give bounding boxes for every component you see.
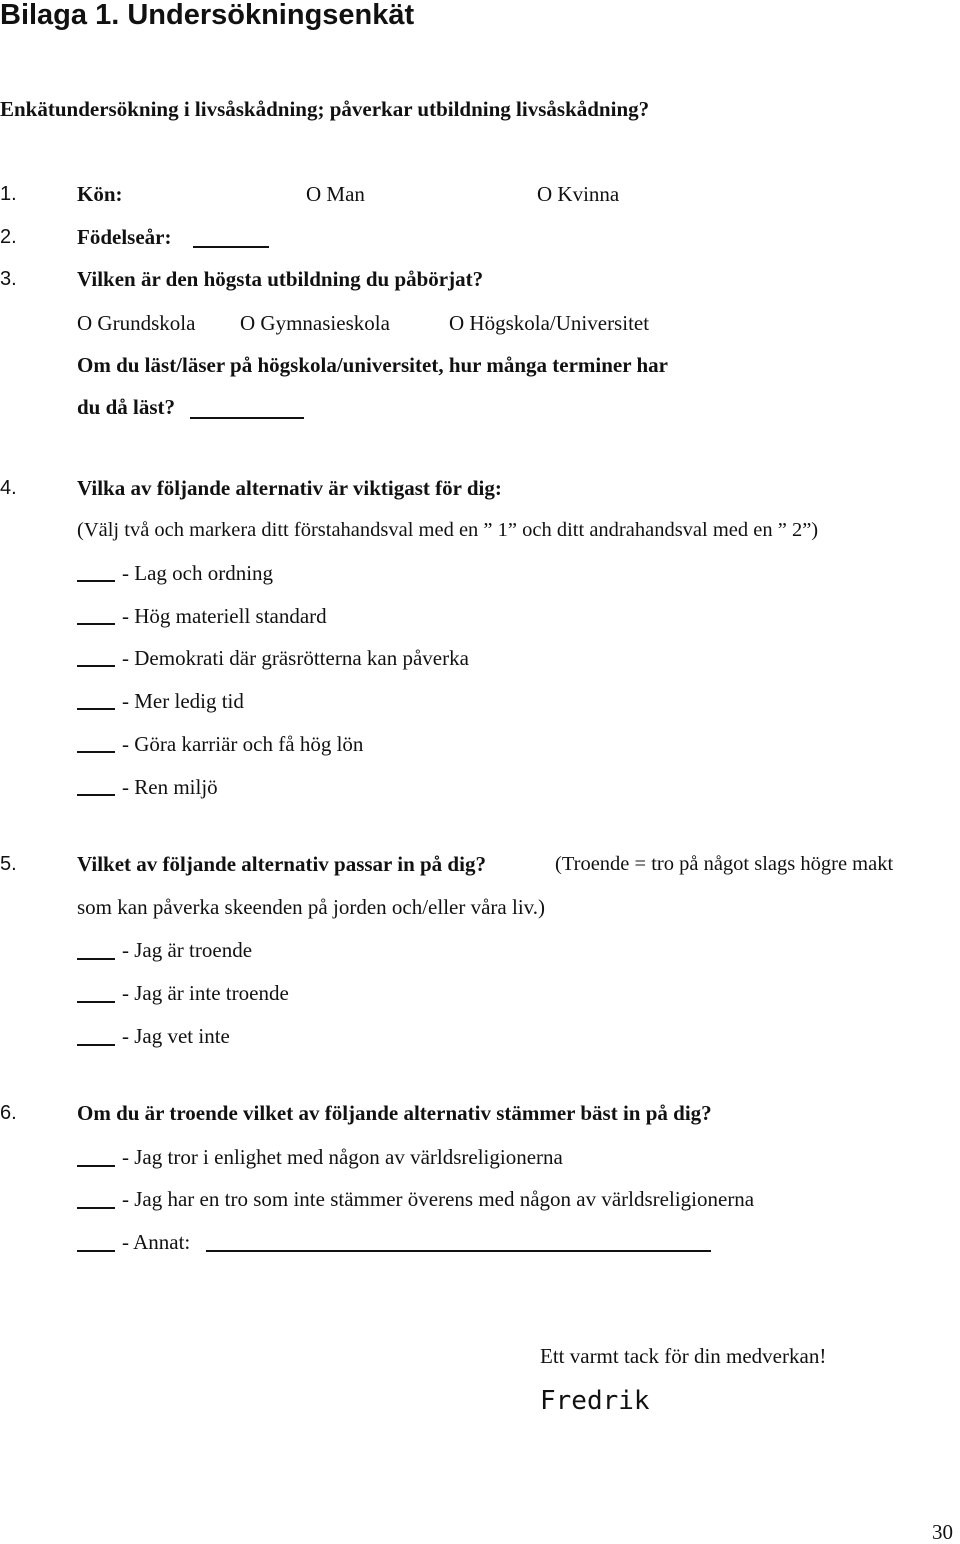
q5-answer-line-1[interactable] — [77, 958, 115, 960]
q6-option-2: - Jag har en tro som inte stämmer överens med någon av världsreligionerna — [122, 1187, 755, 1211]
q5-answer-line-3[interactable] — [77, 1044, 115, 1046]
q3-label: Vilken är den högsta utbildning du påbörjat? — [77, 267, 484, 291]
q4-option-6: - Ren miljö — [122, 775, 218, 799]
q6-answer-line-1[interactable] — [77, 1165, 115, 1167]
q2-number: 2. — [0, 226, 17, 248]
q3-option-grundskola[interactable]: O Grundskola — [77, 311, 196, 335]
survey-subtitle: Enkätundersökning i livsåskådning; påverkar utbildning livsåskådning? — [0, 97, 650, 121]
q4-answer-line-3[interactable] — [77, 665, 115, 667]
q5-number: 5. — [0, 853, 17, 875]
q6-option-3: - Annat: — [122, 1230, 191, 1254]
q3-follow-up-line-1: Om du läst/läser på högskola/universitet, hur många terminer har — [77, 353, 668, 377]
q4-number: 4. — [0, 477, 17, 499]
page-number: 30 — [932, 1520, 953, 1544]
q2-label: Födelseår: — [77, 225, 172, 249]
q4-option-3: - Demokrati där gräsrötterna kan påverka — [122, 646, 469, 670]
signature: Fredrik — [540, 1386, 650, 1416]
q3-terms-answer-line[interactable] — [190, 417, 304, 419]
q5-option-1: - Jag är troende — [122, 938, 253, 962]
q4-option-1: - Lag och ordning — [122, 561, 274, 585]
q5-note-line-2: som kan påverka skeenden på jorden och/eller våra liv.) — [77, 895, 546, 919]
q5-option-3: - Jag vet inte — [122, 1024, 230, 1048]
q3-follow-up-line-2: du då läst? — [77, 395, 176, 419]
q4-label: Vilka av följande alternativ är viktigast för dig: — [77, 476, 502, 500]
q6-number: 6. — [0, 1102, 17, 1124]
q5-note-line-1: (Troende = tro på något slags högre makt — [555, 853, 894, 875]
q4-answer-line-5[interactable] — [77, 751, 115, 753]
q4-instruction: (Välj två och markera ditt förstahandsval med en ” 1” och ditt andrahandsval med en ” 2”) — [77, 519, 819, 541]
q4-option-5: - Göra karriär och få hög lön — [122, 732, 364, 756]
q6-label: Om du är troende vilket av följande alternativ stämmer bäst in på dig? — [77, 1101, 712, 1125]
q5-answer-line-2[interactable] — [77, 1001, 115, 1003]
q4-option-2: - Hög materiell standard — [122, 604, 327, 628]
q3-option-gymnasieskola[interactable]: O Gymnasieskola — [240, 311, 390, 335]
q3-option-hogskola[interactable]: O Högskola/Universitet — [449, 311, 650, 335]
page-title: Bilaga 1. Undersökningsenkät — [0, 0, 415, 31]
q4-option-4: - Mer ledig tid — [122, 689, 244, 713]
q1-option-man[interactable]: O Man — [306, 182, 365, 206]
q6-option-1: - Jag tror i enlighet med någon av världsreligionerna — [122, 1145, 563, 1169]
q5-option-2: - Jag är inte troende — [122, 981, 289, 1005]
q1-label: Kön: — [77, 182, 123, 206]
q5-label: Vilket av följande alternativ passar in på dig? — [77, 852, 486, 876]
q2-answer-line[interactable] — [193, 246, 269, 248]
q4-answer-line-4[interactable] — [77, 708, 115, 710]
q1-number: 1. — [0, 183, 17, 205]
q6-answer-line-3[interactable] — [77, 1250, 115, 1252]
q4-answer-line-1[interactable] — [77, 580, 115, 582]
q3-number: 3. — [0, 268, 17, 290]
q4-answer-line-2[interactable] — [77, 623, 115, 625]
closing-thanks: Ett varmt tack för din medverkan! — [540, 1344, 827, 1368]
q6-answer-line-2[interactable] — [77, 1207, 115, 1209]
q1-option-kvinna[interactable]: O Kvinna — [537, 182, 620, 206]
q6-other-answer-line[interactable] — [206, 1250, 711, 1252]
q4-answer-line-6[interactable] — [77, 794, 115, 796]
